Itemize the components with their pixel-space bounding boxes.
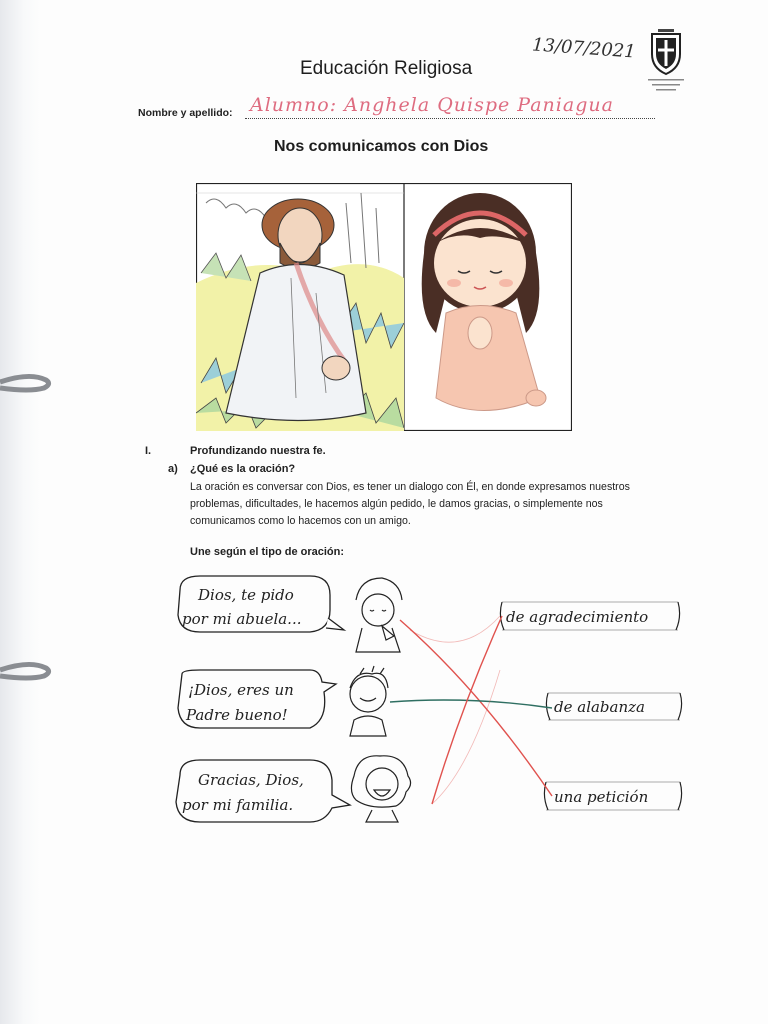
section-title: Profundizando nuestra fe. (190, 445, 326, 457)
smiling-boy-icon (350, 666, 388, 736)
laughing-girl-icon (351, 756, 410, 822)
worksheet-subtitle: Nos comunicamos con Dios (274, 138, 489, 155)
handwritten-date: 13/07/2021 (531, 34, 637, 63)
question-title: ¿Qué es la oración? (190, 463, 296, 475)
speech-bubble (176, 760, 350, 822)
praying-girl-icon (356, 578, 402, 652)
bubble-text: Gracias, Dios, (198, 771, 304, 789)
match-line-red (432, 616, 502, 804)
option-box[interactable] (500, 602, 679, 630)
page-title: Educación Religiosa (300, 58, 473, 79)
bubble-text: Padre bueno! (186, 706, 288, 724)
matching-instruction: Une según el tipo de oración: (190, 546, 345, 558)
name-dotted-line (245, 118, 655, 119)
girl-praying-drawing (422, 193, 546, 411)
page-edge-shadow (0, 0, 40, 1024)
binder-ring-icon (0, 368, 52, 398)
option-label: de alabanza (554, 698, 645, 716)
handwritten-name: Alumno: Anghela Quispe Paniagua (250, 94, 614, 116)
option-box[interactable] (544, 782, 681, 810)
name-label: Nombre y apellido: (138, 107, 233, 119)
match-line-teal (390, 700, 552, 708)
match-line-red (400, 620, 552, 796)
bubble-text: ¡Dios, eres un (188, 681, 294, 699)
question-label: a) (168, 463, 178, 475)
speech-bubble (178, 576, 344, 632)
match-line-red (432, 670, 500, 804)
option-label: una petición (554, 788, 649, 806)
speech-bubble (178, 670, 336, 728)
binder-ring-icon (0, 656, 52, 686)
bubble-text: Dios, te pido (198, 586, 294, 604)
option-label: de agradecimiento (506, 608, 649, 626)
bubble-text: por mi familia. (182, 796, 294, 814)
matching-exercise (160, 570, 700, 840)
bubble-text: por mi abuela... (182, 610, 302, 628)
definition-paragraph: La oración es conversar con Dios, es tener un dialogo con Él, en donde expresamos nuestros problemas, dificultades, le hacemos algún pedido, le damos gracias, o simplemente nos comunicamos como lo hacemos con un amigo. (190, 481, 630, 527)
match-line-red (410, 616, 500, 642)
option-box[interactable] (546, 693, 681, 720)
prayer-illustration (196, 183, 572, 431)
school-crest-icon (640, 24, 692, 96)
section-number: I. (145, 445, 152, 457)
